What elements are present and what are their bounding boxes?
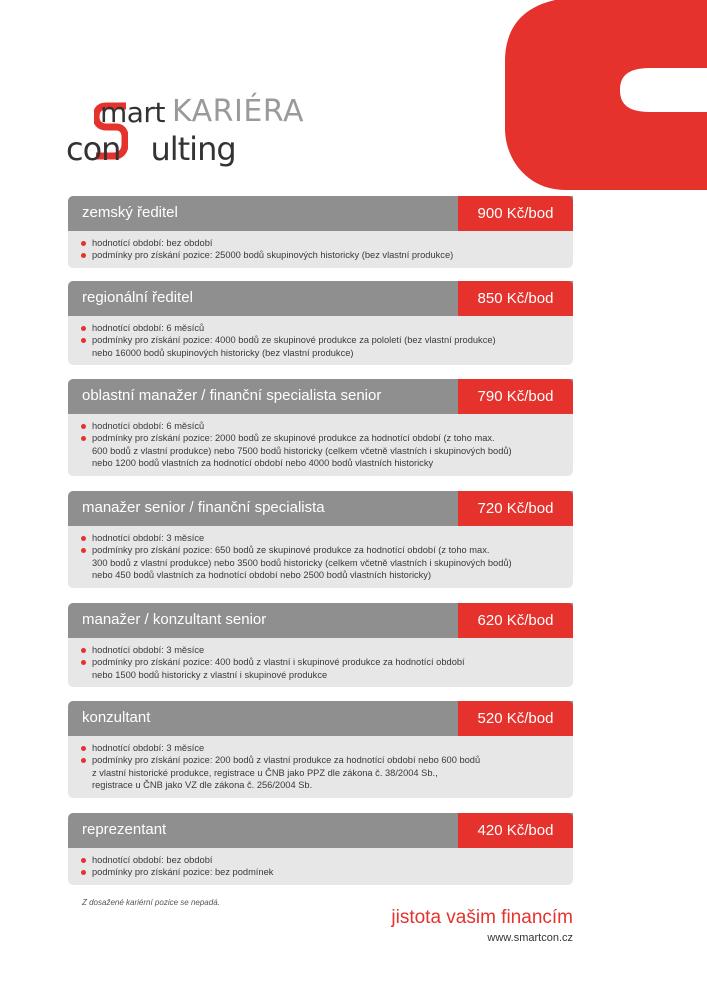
condition-bullet: hodnotící období: 3 měsíce: [80, 644, 561, 656]
condition-bullet: hodnotící období: bez období: [80, 854, 561, 866]
website-url[interactable]: www.smartcon.cz: [487, 932, 573, 944]
logo-tagline-kariera: KARIÉRA: [172, 94, 304, 129]
slogan: jistota vašim financím: [391, 907, 573, 928]
position-card-body: [68, 638, 573, 687]
position-card-header: [68, 603, 573, 638]
position-price: 790 Kč/bod: [458, 379, 573, 414]
position-title: konzultant: [82, 709, 151, 726]
position-card-body: [68, 736, 573, 798]
position-card-header: [68, 281, 573, 316]
condition-bullet: hodnotící období: 3 měsíce: [80, 532, 561, 544]
position-card-body: [68, 526, 573, 588]
position-title: zemský ředitel: [82, 204, 178, 221]
position-card: [68, 603, 573, 687]
position-card-header: [68, 813, 573, 848]
position-title: manažer senior / finanční specialista: [82, 499, 325, 516]
logo-text-consulting: con ulting: [66, 130, 236, 168]
position-card: [68, 281, 573, 365]
position-card: [68, 701, 573, 798]
position-card: [68, 813, 573, 885]
position-card-header: [68, 491, 573, 526]
condition-bullet: hodnotící období: 6 měsíců: [80, 322, 561, 334]
condition-bullet: podmínky pro získání pozice: 2000 bodů ze skupinové produkce za hodnotící období (z toho max. 600 bodů z vlastní produkce) nebo 7500 bodů historicky (celkem včetně vlastních i skupinových bodů) nebo 1200 bodů vlastních za hodnotící období nebo 4000 bodů vlastních historicky: [80, 432, 561, 469]
position-price: 420 Kč/bod: [458, 813, 573, 848]
position-card-body: [68, 414, 573, 476]
position-price: 520 Kč/bod: [458, 701, 573, 736]
position-price: 620 Kč/bod: [458, 603, 573, 638]
position-card-header: [68, 196, 573, 231]
condition-bullet: podmínky pro získání pozice: 650 bodů ze skupinové produkce za hodnotící období (z toho max. 300 bodů z vlastní produkce) nebo 3500 bodů historicky (celkem včetně vlastních i skupinových bodů) nebo 450 bodů vlastních za hodnotící období nebo 2500 bodů vlastních historicky): [80, 544, 561, 581]
condition-bullet: hodnotící období: bez období: [80, 237, 561, 249]
position-title: manažer / konzultant senior: [82, 611, 267, 628]
condition-bullet: hodnotící období: 3 měsíce: [80, 742, 561, 754]
position-card-header: [68, 701, 573, 736]
condition-bullet: podmínky pro získání pozice: 25000 bodů skupinových historicky (bez vlastní produkce): [80, 249, 561, 261]
position-card-body: [68, 316, 573, 365]
condition-bullet: podmínky pro získání pozice: 4000 bodů ze skupinové produkce za pololetí (bez vlastní produkce) nebo 16000 bodů skupinových historicky (bez vlastní produkce): [80, 334, 561, 359]
position-title: regionální ředitel: [82, 289, 193, 306]
condition-bullet: podmínky pro získání pozice: 400 bodů z vlastní i skupinové produkce za hodnotící období nebo 1500 bodů historicky z vlastní i skupinové produkce: [80, 656, 561, 681]
position-card-body: [68, 848, 573, 885]
position-title: oblastní manažer / finanční specialista senior: [82, 387, 382, 404]
position-card: [68, 491, 573, 588]
condition-bullet: podmínky pro získání pozice: 200 bodů z vlastní produkce za hodnotící období nebo 600 bodů z vlastní historické produkce, registrace u ČNB jako PPZ dle zákona č. 38/2004 Sb., registrace u ČNB jako VZ dle zákona č. 256/2004 Sb.: [80, 754, 561, 791]
position-price: 720 Kč/bod: [458, 491, 573, 526]
position-card: [68, 196, 573, 268]
position-card-body: [68, 231, 573, 268]
smart-consulting-logo: [66, 92, 326, 172]
position-title: reprezentant: [82, 821, 167, 838]
position-card-header: [68, 379, 573, 414]
position-price: 900 Kč/bod: [458, 196, 573, 231]
position-price: 850 Kč/bod: [458, 281, 573, 316]
logo-text-mart: mart: [100, 96, 165, 129]
footnote: Z dosažené kariérní pozice se nepadá.: [82, 898, 220, 907]
condition-bullet: podmínky pro získání pozice: bez podmínek: [80, 866, 561, 878]
condition-bullet: hodnotící období: 6 měsíců: [80, 420, 561, 432]
position-card: [68, 379, 573, 476]
